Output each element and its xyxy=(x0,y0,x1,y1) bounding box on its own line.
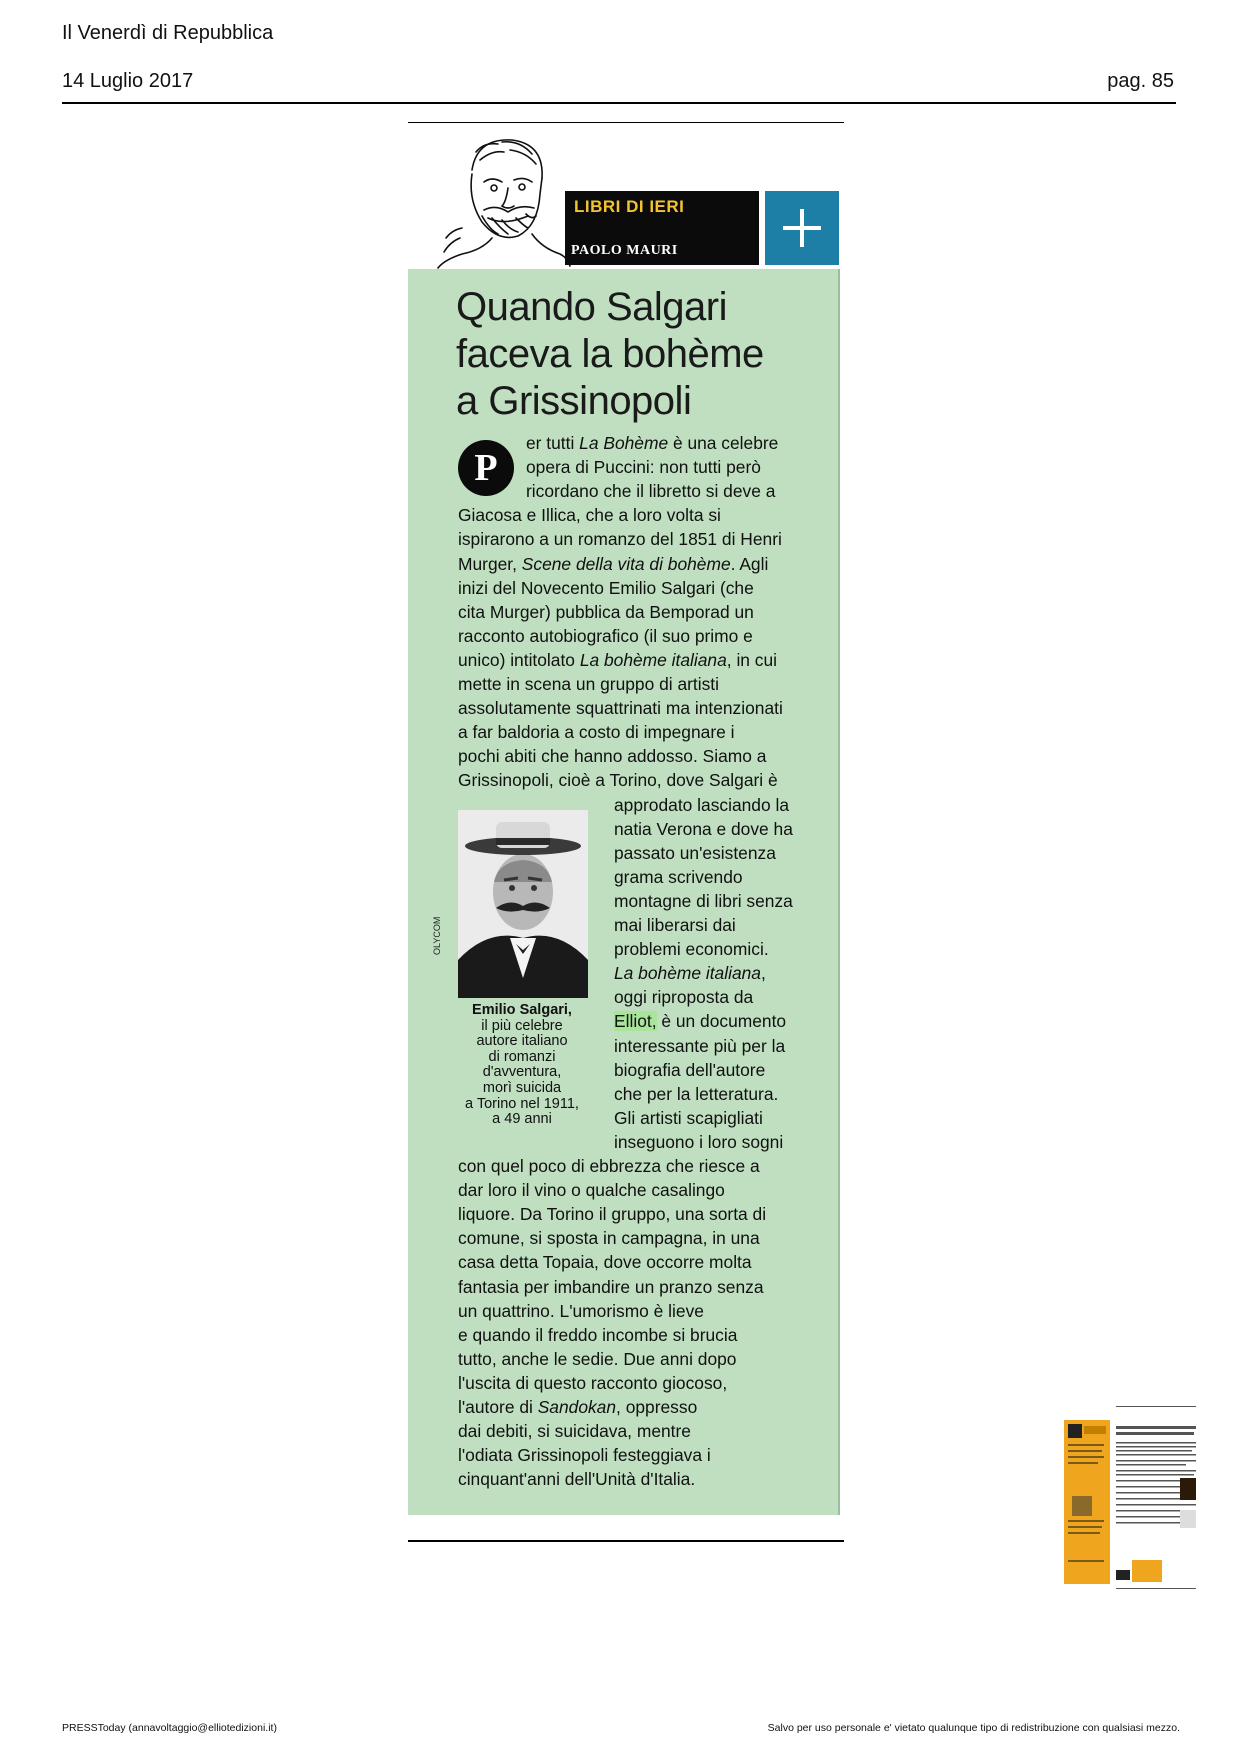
article-body-line: fantasia per imbandire un pranzo senza xyxy=(458,1276,764,1297)
article-body-line: pochi abiti che hanno addosso. Siamo a xyxy=(458,746,767,767)
page-number: pag. 85 xyxy=(1107,70,1174,92)
article-body-line: interessante più per la xyxy=(614,1035,786,1056)
article-body-line: natia Verona e dove ha xyxy=(614,818,793,839)
article-body-line: e quando il freddo incombe si brucia xyxy=(458,1324,738,1345)
article-headline xyxy=(456,284,826,425)
article-body-line: problemi economici. xyxy=(614,939,769,960)
headline-line: faceva la bohème xyxy=(456,332,764,376)
article-body-line: Gli artisti scapigliati xyxy=(614,1107,763,1128)
article-body-line: che per la letteratura. xyxy=(614,1083,779,1104)
article-body-line: l'autore di Sandokan, oppresso xyxy=(458,1397,698,1417)
salgari-portrait-photo xyxy=(458,810,588,998)
article-body-line: biografia dell'autore xyxy=(614,1059,766,1080)
article-body-line: Elliot, è un documento xyxy=(614,1011,787,1032)
article-body-line: l'odiata Grissinopoli festeggiava i xyxy=(458,1445,711,1466)
article-body-line: mai liberarsi dai xyxy=(614,915,736,935)
header-divider xyxy=(62,102,1176,104)
caption-line: di romanzi xyxy=(488,1048,556,1065)
publication-date: 14 Luglio 2017 xyxy=(62,70,194,92)
article-body-line: cinquant'anni dell'Unità d'Italia. xyxy=(458,1469,696,1490)
caption-line: il più celebre xyxy=(481,1017,563,1034)
photo-caption xyxy=(452,1003,592,1128)
article-body-line: casa detta Topaia, dove occorre molta xyxy=(458,1252,752,1273)
article-body-line: dai debiti, si suicidava, mentre xyxy=(458,1421,691,1442)
author-caricature-illustration xyxy=(432,130,572,270)
article-body-line: oggi riproposta da xyxy=(614,987,754,1008)
article-body-line: comune, si sposta in campagna, in una xyxy=(458,1228,760,1249)
column-rubric-box xyxy=(565,191,759,265)
article-body-line: con quel poco di ebbrezza che riesce a xyxy=(458,1156,760,1176)
article-body-line: liquore. Da Torino il gruppo, una sorta di xyxy=(458,1204,767,1225)
headline-line: Quando Salgari xyxy=(456,285,727,329)
article-body-line: a far baldoria a costo di impegnare i xyxy=(458,722,735,743)
article-body-line: passato un'esistenza xyxy=(614,842,776,863)
article-body-line: grama scrivendo xyxy=(614,866,743,887)
article-body-line: ispirarono a un romanzo del 1851 di Henri xyxy=(458,529,782,550)
article-body-line: La bohème italiana, xyxy=(614,963,766,984)
article-body-line: cita Murger) pubblica da Bemporad un xyxy=(458,601,754,622)
article-body-line: unico) intitolato La bohème italiana, in cui xyxy=(458,649,778,670)
caption-line: a 49 anni xyxy=(492,1111,552,1128)
article-body-line: montagne di libri senza xyxy=(614,890,793,911)
column-plus-box xyxy=(765,191,839,265)
article-body-line: racconto autobiografico (il suo primo e xyxy=(458,625,753,646)
caption-line: morì suicida xyxy=(482,1079,562,1096)
publication-name: Il Venerdì di Repubblica xyxy=(62,22,274,44)
clipping-bottom-rule xyxy=(408,1540,844,1542)
article-body-line: assolutamente squattrinati ma intenzionati xyxy=(458,698,783,719)
footer-source: PRESSToday (annavoltaggio@elliotedizioni.it) xyxy=(62,1722,277,1734)
column-author: PAOLO MAURI xyxy=(571,243,678,258)
caption-line: autore italiano xyxy=(476,1033,568,1050)
article-body-line: ricordano che il libretto si deve a xyxy=(526,481,776,502)
caption-line: a Torino nel 1911, xyxy=(465,1095,579,1112)
article-body-line: Murger, Scene della vita di bohème. Agli xyxy=(458,553,769,574)
article-body-line: opera di Puccini: non tutti però xyxy=(526,457,761,478)
article-body-line: Giacosa e Illica, che a loro volta si xyxy=(458,505,721,526)
column-rubric-title: LIBRI DI IERI xyxy=(574,197,685,216)
footer-disclaimer: Salvo per uso personale e' vietato qualunque tipo di redistribuzione con qualsiasi mezzo. xyxy=(767,1722,1180,1734)
photo-credit: OLYCOM xyxy=(432,916,442,955)
article-body-line: mette in scena un gruppo di artisti xyxy=(458,674,720,694)
article-body-line: er tutti La Bohème è una celebre xyxy=(526,433,779,453)
article-body-line: inizi del Novecento Emilio Salgari (che xyxy=(458,577,754,598)
headline-line: a Grissinopoli xyxy=(456,379,692,423)
page-thumbnail[interactable] xyxy=(1062,1400,1202,1595)
article-body-line: un quattrino. L'umorismo è lieve xyxy=(458,1300,704,1321)
article-body-line: tutto, anche le sedie. Due anni dopo xyxy=(458,1348,737,1369)
caption-name: Emilio Salgari, xyxy=(472,1002,572,1018)
plus-icon xyxy=(765,191,839,265)
drop-cap: P xyxy=(458,440,514,496)
article-body-line: dar loro il vino o qualche casalingo xyxy=(458,1180,725,1201)
article-body-line: l'uscita di questo racconto giocoso, xyxy=(458,1372,728,1393)
article-body-line: Grissinopoli, cioè a Torino, dove Salgari è xyxy=(458,770,778,791)
clipping-top-rule xyxy=(408,122,844,123)
caption-line: d'avventura, xyxy=(482,1064,562,1081)
article-body-line: approdato lasciando la xyxy=(614,794,790,815)
article-body-line: inseguono i loro sogni xyxy=(614,1131,784,1152)
